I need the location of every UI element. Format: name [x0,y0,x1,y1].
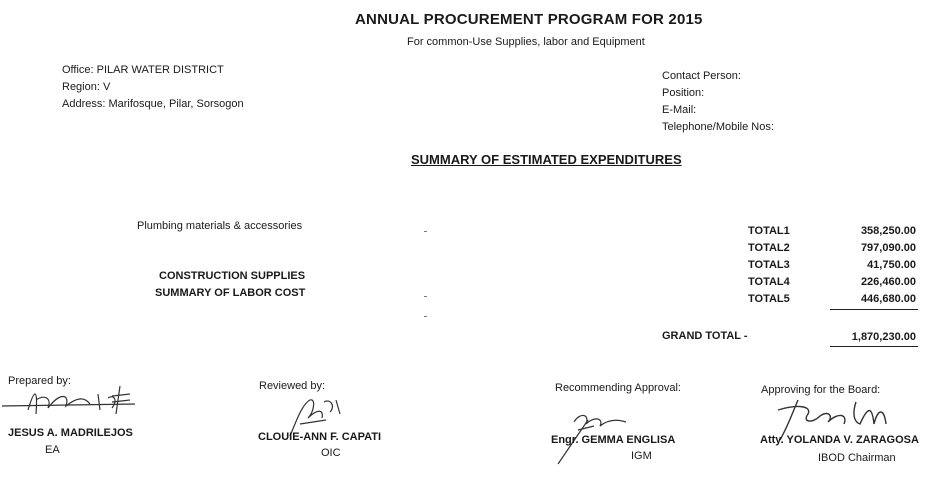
approving-caption: Approving for the Board: [761,384,881,396]
total-amount: 41,750.00 [867,259,916,271]
total-label: TOTAL4 [748,276,790,288]
recommending-name: Engr. GEMMA ENGLISA [551,434,676,446]
approving-title: IBOD Chairman [818,452,896,464]
grand-total-label: GRAND TOTAL - [662,330,748,342]
grand-total-amount: 1,870,230.00 [851,331,916,343]
recommending-title: IGM [631,450,652,462]
recommending-caption: Recommending Approval: [555,382,681,394]
total-label: TOTAL2 [748,242,790,254]
telephone-label: Telephone/Mobile Nos: [662,121,774,133]
grand-total-underline [830,346,918,347]
category-plumbing: Plumbing materials & accessories [137,220,303,232]
total-amount: 358,250.00 [860,225,916,237]
contact-person-label: Contact Person: [662,70,741,82]
total-label: TOTAL1 [748,225,790,237]
position-label: Position: [662,87,705,99]
total-amount: 226,460.00 [860,276,916,288]
scan-mark [424,231,427,232]
summary-heading: SUMMARY OF ESTIMATED EXPENDITURES [411,152,682,167]
office-line: Office: PILAR WATER DISTRICT [62,64,224,76]
prepared-by-name: JESUS A. MADRILEJOS [8,427,133,439]
total-amount: 797,090.00 [860,242,916,254]
reviewed-by-title: OIC [321,447,341,459]
reviewed-by-name: CLOUIE-ANN F. CAPATI [258,431,382,443]
total-label: TOTAL5 [748,293,790,305]
total-label: TOTAL3 [748,259,790,271]
scan-mark [424,316,427,317]
totals-underline [830,309,918,310]
approving-name: Atty. YOLANDA V. ZARAGOSA [760,434,919,446]
email-label: E-Mail: [662,104,697,116]
category-construction: CONSTRUCTION SUPPLIES [159,270,306,282]
total-amount: 446,680.00 [860,293,916,305]
region-line: Region: V [62,81,111,93]
scan-mark [424,296,427,297]
page-subtitle: For common-Use Supplies, labor and Equipment [407,36,645,48]
reviewed-by-caption: Reviewed by: [259,380,326,392]
category-labor: SUMMARY OF LABOR COST [155,287,306,299]
page-title: ANNUAL PROCUREMENT PROGRAM FOR 2015 [355,11,703,28]
prepared-by-caption: Prepared by: [8,375,71,387]
address-line: Address: Marifosque, Pilar, Sorsogon [62,98,244,110]
prepared-by-title: EA [45,444,60,456]
